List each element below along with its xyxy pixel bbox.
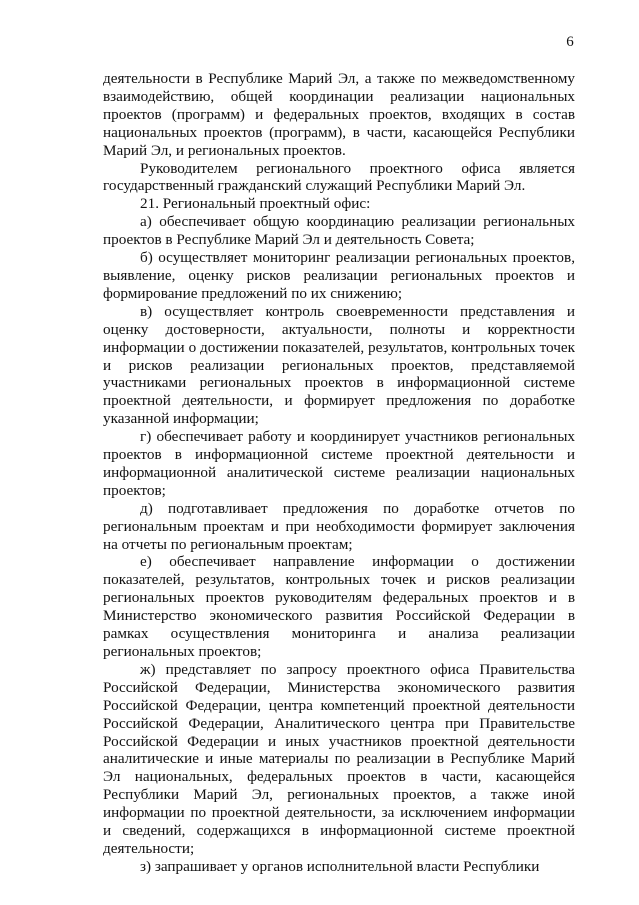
paragraph-subitem-b: б) осуществляет мониторинг реализации региональных проектов, выявление, оценку рисков реализации региональных проектов и формирование предложений по их снижению; xyxy=(103,249,575,302)
paragraph-subitem-zh: ж) представляет по запросу проектного офиса Правительства Российской Федерации, Министерства экономического развития Российской Федерации, центра компетенций проектной деятельности Российской Федерации, Аналитического центра при Правительстве Российской Федерации и иных участников проектной деятельности аналитические и иные материалы по реализации в Республике Марий Эл национальных, федеральных проектов в части, касающейся Республики Марий Эл, региональных проектов, а также иной информации по проектной деятельности, за исключением информации и сведений, содержащихся в информационной системе проектной деятельности; xyxy=(103,660,575,857)
document-body xyxy=(103,70,575,876)
paragraph-subitem-a: а) обеспечивает общую координацию реализации региональных проектов в Республике Марий Эл и деятельность Совета; xyxy=(103,213,575,249)
page-number: 6 xyxy=(566,34,574,50)
paragraph-subitem-g: г) обеспечивает работу и координирует участников региональных проектов в информационной системе проектной деятельности и информационной аналитической системе реализации национальных проектов; xyxy=(103,428,575,499)
paragraph-continuation: деятельности в Республике Марий Эл, а также по межведомственному взаимодействию, общей координации реализации национальных проектов (программ) и федеральных проектов, входящих в состав национальных проектов (программ), в части, касающейся Республики Марий Эл, и региональных проектов. xyxy=(103,70,575,159)
paragraph-subitem-v: в) осуществляет контроль своевременности представления и оценку достоверности, актуальности, полноты и корректности информации о достижении показателей, результатов, контрольных точек и рисков реализации региональных проектов, представляемой участниками региональных проектов в информационной системе проектной деятельности, и формирует предложения по доработке указанной информации; xyxy=(103,302,575,428)
paragraph-subitem-z: з) запрашивает у органов исполнительной власти Республики xyxy=(140,857,540,875)
paragraph-item-21: 21. Региональный проектный офис: xyxy=(140,195,371,213)
paragraph-head-of-office: Руководителем регионального проектного офиса является государственный гражданский служащий Республики Марий Эл. xyxy=(103,159,575,195)
paragraph-subitem-e: е) обеспечивает направление информации о достижении показателей, результатов, контрольных точек и рисков реализации региональных проектов руководителям федеральных проектов и в Министерство экономического развития Российской Федерации в рамках осуществления мониторинга и анализа реализации региональных проектов; xyxy=(103,553,575,660)
paragraph-subitem-d: д) подготавливает предложения по доработке отчетов по региональным проектам и при необходимости формирует заключения на отчеты по региональным проектам; xyxy=(103,499,575,553)
